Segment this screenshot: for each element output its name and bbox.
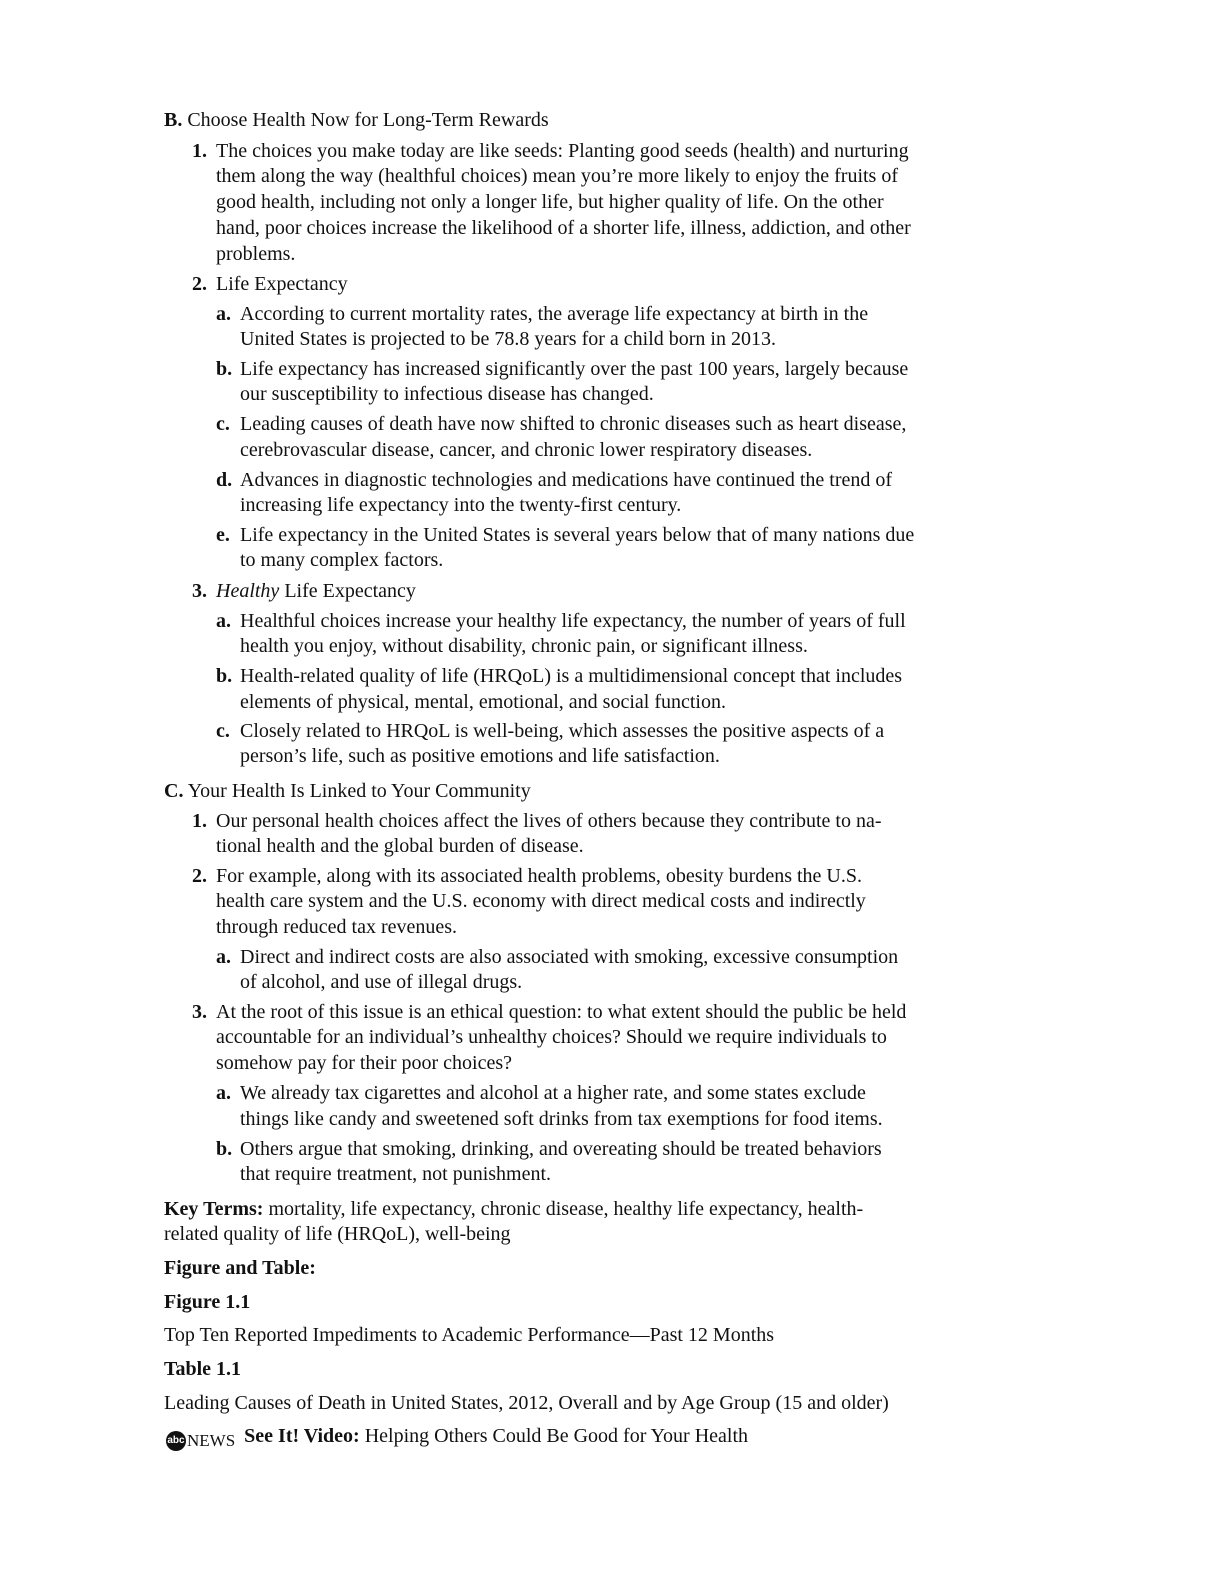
- paragraph-line: Healthful choices increase your healthy life expectancy, the number of years of full: [240, 610, 906, 632]
- figure-caption: Top Ten Reported Impediments to Academic Performance—Past 12 Months: [164, 1324, 775, 1346]
- list-item-number: 1.: [192, 140, 207, 162]
- sub-item-letter: d.: [216, 469, 233, 491]
- paragraph-line: Our personal health choices affect the lives of others because they contribute to na-: [216, 810, 882, 832]
- paragraph-line: our susceptibility to infectious disease has changed.: [240, 383, 654, 405]
- paragraph-line: For example, along with its associated health problems, obesity burdens the U.S.: [216, 865, 862, 887]
- sub-item-letter: b.: [216, 665, 233, 687]
- paragraph-line: to many complex factors.: [240, 549, 444, 571]
- paragraph-line: hand, poor choices increase the likelihood of a shorter life, illness, addiction, and other: [216, 217, 911, 239]
- paragraph-line: Direct and indirect costs are also associated with smoking, excessive consumption: [240, 946, 899, 968]
- paragraph-line: cerebrovascular disease, cancer, and chronic lower respiratory diseases.: [240, 439, 813, 461]
- sub-item-letter: a.: [216, 1082, 231, 1104]
- paragraph-line: United States is projected to be 78.8 years for a child born in 2013.: [240, 328, 776, 350]
- paragraph-line: of alcohol, and use of illegal drugs.: [240, 971, 523, 993]
- list-item-title: Life Expectancy: [216, 273, 348, 295]
- paragraph-line: them along the way (healthful choices) mean you’re more likely to enjoy the fruits of: [216, 165, 899, 187]
- section-marker: C.: [164, 780, 184, 802]
- paragraph-line: health care system and the U.S. economy with direct medical costs and indirectly: [216, 890, 866, 912]
- section-title: Choose Health Now for Long-Term Rewards: [187, 109, 549, 131]
- section-c-heading: [164, 778, 531, 804]
- paragraph-line: accountable for an individual’s unhealthy choices? Should we require individuals to: [216, 1026, 887, 1048]
- paragraph-line: We already tax cigarettes and alcohol at a higher rate, and some states exclude: [240, 1082, 866, 1104]
- list-item-number: 2.: [192, 273, 207, 295]
- sub-item-letter: c.: [216, 720, 230, 742]
- paragraph-line: things like candy and sweetened soft drinks from tax exemptions for food items.: [240, 1108, 883, 1130]
- section-title: Your Health Is Linked to Your Community: [187, 780, 531, 802]
- title-rest: Life Expectancy: [279, 580, 416, 602]
- sub-item-letter: c.: [216, 413, 230, 435]
- key-terms-text: mortality, life expectancy, chronic disease, healthy life expectancy, health-: [263, 1198, 864, 1220]
- key-terms-label: Key Terms:: [164, 1198, 264, 1220]
- list-item-number: 2.: [192, 865, 207, 887]
- paragraph-line: good health, including not only a longer life, but higher quality of life. On the other: [216, 191, 884, 213]
- paragraph-line: increasing life expectancy into the twenty-first century.: [240, 494, 682, 516]
- sub-item-letter: b.: [216, 358, 233, 380]
- sub-item-letter: a.: [216, 303, 231, 325]
- sub-item-letter: a.: [216, 610, 231, 632]
- abc-news-logo-icon: [166, 1427, 235, 1454]
- list-item-number: 3.: [192, 1001, 207, 1023]
- paragraph-line: tional health and the global burden of disease.: [216, 835, 584, 857]
- paragraph-line: elements of physical, mental, emotional, and social function.: [240, 691, 726, 713]
- paragraph-line: Health-related quality of life (HRQoL) is a multidimensional concept that includes: [240, 665, 903, 687]
- paragraph-line: Advances in diagnostic technologies and medications have continued the trend of: [240, 469, 893, 491]
- paragraph-line: At the root of this issue is an ethical question: to what extent should the public be held: [216, 1001, 907, 1023]
- key-terms-continuation: related quality of life (HRQoL), well-being: [164, 1223, 511, 1245]
- key-terms: [164, 1196, 863, 1222]
- sub-item-letter: e.: [216, 524, 230, 546]
- section-b-heading: [164, 107, 549, 133]
- paragraph-line: problems.: [216, 243, 296, 265]
- title-italic: Healthy: [216, 580, 280, 602]
- paragraph-line: Leading causes of death have now shifted to chronic diseases such as heart disease,: [240, 413, 907, 435]
- list-item-number: 1.: [192, 810, 207, 832]
- paragraph-line: Others argue that smoking, drinking, and overeating should be treated behaviors: [240, 1138, 882, 1160]
- video-label: See It! Video:: [244, 1425, 360, 1447]
- paragraph-line: that require treatment, not punishment.: [240, 1163, 552, 1185]
- video-title: Helping Others Could Be Good for Your Health: [359, 1425, 749, 1447]
- paragraph-line: Life expectancy in the United States is several years below that of many nations due: [240, 524, 915, 546]
- list-item-title: [216, 578, 416, 604]
- table-label: Table 1.1: [164, 1358, 242, 1380]
- sub-item-letter: b.: [216, 1138, 233, 1160]
- sub-item-letter: a.: [216, 946, 231, 968]
- abc-logo-text: NEWS: [187, 1431, 236, 1451]
- paragraph-line: Closely related to HRQoL is well-being, which assesses the positive aspects of a: [240, 720, 885, 742]
- paragraph-line: person’s life, such as positive emotions and life satisfaction.: [240, 745, 720, 767]
- paragraph-line: According to current mortality rates, the average life expectancy at birth in the: [240, 303, 869, 325]
- figure-label: Figure 1.1: [164, 1291, 251, 1313]
- table-caption: Leading Causes of Death in United States, 2012, Overall and by Age Group (15 and older): [164, 1392, 889, 1414]
- figure-table-heading: Figure and Table:: [164, 1257, 316, 1279]
- paragraph-line: health you enjoy, without disability, chronic pain, or significant illness.: [240, 635, 808, 657]
- abc-logo-circle: abc: [166, 1431, 186, 1451]
- paragraph-line: somehow pay for their poor choices?: [216, 1052, 513, 1074]
- paragraph-line: through reduced tax revenues.: [216, 916, 458, 938]
- list-item-number: 3.: [192, 580, 207, 602]
- paragraph-line: Life expectancy has increased significantly over the past 100 years, largely because: [240, 358, 909, 380]
- paragraph-line: The choices you make today are like seeds: Planting good seeds (health) and nurturing: [216, 140, 909, 162]
- video-link[interactable]: [166, 1423, 748, 1454]
- section-marker: B.: [164, 109, 183, 131]
